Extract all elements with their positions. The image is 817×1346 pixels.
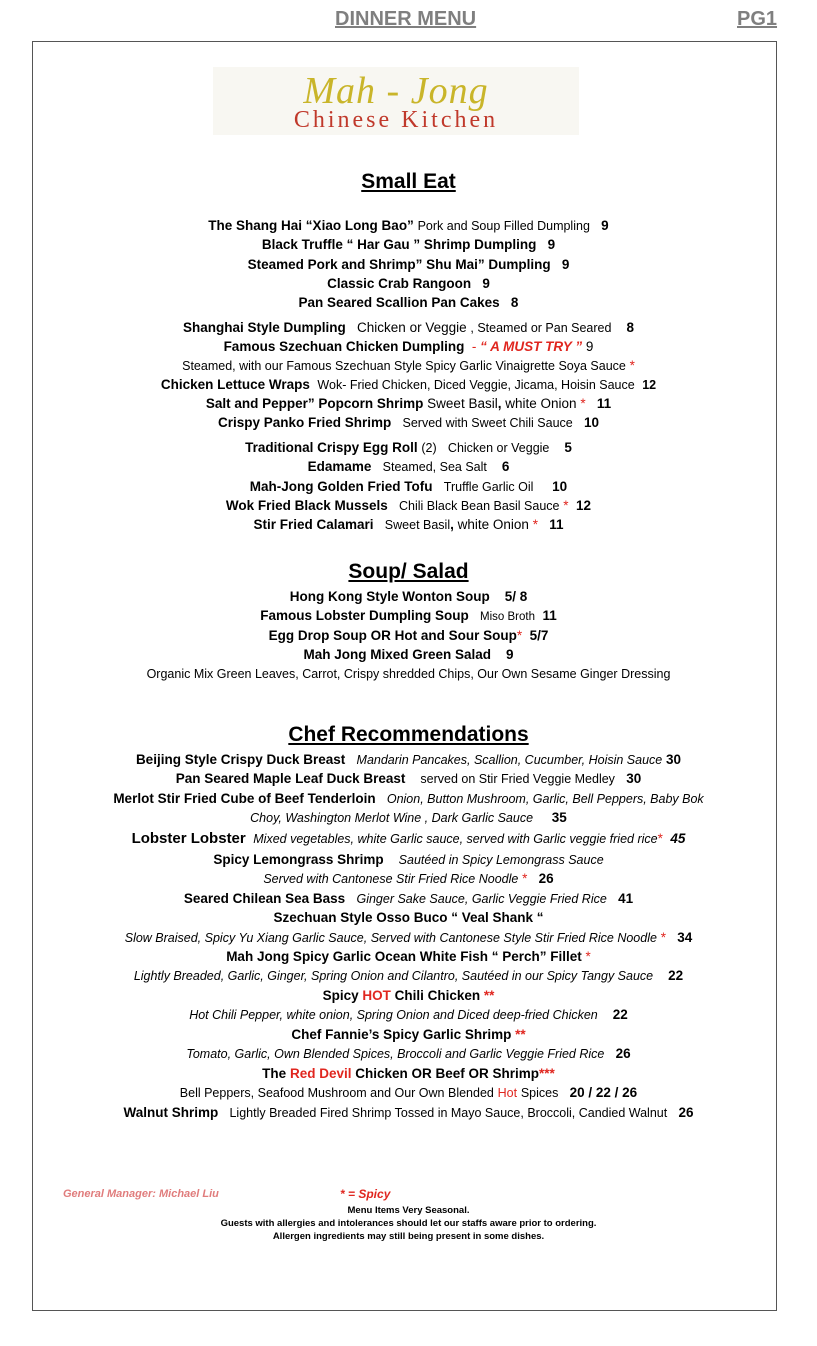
item-price: 45 bbox=[670, 831, 686, 846]
page-number: PG1 bbox=[737, 8, 778, 30]
item-name: Lobster Lobster bbox=[131, 830, 246, 847]
item-desc: Served with Cantonese Stir Fried Rice Noodle bbox=[263, 872, 519, 886]
footer-note: Menu Items Very Seasonal. bbox=[347, 1205, 470, 1216]
item-price: 26 bbox=[538, 871, 554, 886]
menu-item: Stir Fried Calamari Sweet Basil, white Onion * 11 bbox=[253, 517, 564, 532]
menu-item bbox=[0, 457, 817, 477]
item-description-line bbox=[0, 1005, 817, 1025]
item-price: 9 bbox=[547, 237, 556, 252]
item-desc: Organic Mix Green Leaves, Carrot, Crispy shredded Chips, Our Own Sesame Ginger Dressing bbox=[146, 667, 671, 681]
item-desc: Mixed vegetables, white Garlic sauce, served with Garlic veggie fried rice bbox=[253, 832, 658, 846]
menu-item bbox=[0, 1025, 817, 1044]
menu-item bbox=[0, 337, 817, 356]
item-desc: Ginger Sake Sauce, Garlic Veggie Fried Rice bbox=[356, 892, 607, 906]
item-price: 22 bbox=[612, 1007, 628, 1022]
item-description-line bbox=[0, 928, 817, 948]
menu-item bbox=[0, 645, 817, 664]
item-desc: Served with Sweet Chili Sauce bbox=[402, 416, 573, 430]
item-desc: Truffle Garlic Oil bbox=[443, 480, 534, 494]
item-desc: Steamed, Sea Salt bbox=[382, 460, 487, 474]
item-name: Wok Fried Black Mussels bbox=[225, 498, 388, 513]
item-price: 8 bbox=[626, 320, 634, 335]
item-description-line bbox=[0, 664, 817, 684]
item-name: Chicken Lettuce Wraps bbox=[160, 377, 310, 392]
item-name: Edamame bbox=[307, 459, 372, 474]
menu-item bbox=[0, 438, 817, 458]
spicy-star: * bbox=[516, 628, 523, 643]
item-price: 9 bbox=[482, 276, 490, 291]
item-desc-2: white Onion bbox=[457, 517, 529, 532]
item-description-line bbox=[0, 1083, 817, 1103]
menu-item bbox=[0, 626, 817, 645]
menu-item bbox=[0, 1064, 817, 1083]
spicy-star: ** bbox=[515, 1027, 526, 1042]
menu-title: DINNER MENU bbox=[335, 8, 477, 30]
item-price: 8 bbox=[510, 295, 519, 310]
item-price: 9 bbox=[506, 647, 514, 662]
footer-note: Guests with allergies and intolerances should let our staffs aware prior to ordering. bbox=[220, 1218, 597, 1229]
item-price: 30 bbox=[626, 771, 642, 786]
item-name: Seared Chilean Sea Bass bbox=[183, 891, 346, 906]
spicy-star: * bbox=[585, 949, 591, 964]
item-desc: Sweet Basil bbox=[384, 518, 451, 532]
item-desc: served on Stir Fried Veggie Medley bbox=[420, 772, 615, 786]
item-name: Walnut Shrimp bbox=[123, 1105, 219, 1120]
item-desc-2: white Onion bbox=[505, 396, 577, 411]
menu-item bbox=[0, 318, 817, 338]
item-name: Famous Szechuan Chicken Dumpling bbox=[223, 339, 465, 354]
item-desc: Slow Braised, Spicy Yu Xiang Garlic Sauce, Served with Cantonese Style Stir Fried Rice Noodle bbox=[124, 931, 657, 945]
item-price: 5/ 8 bbox=[504, 589, 528, 604]
item-name-2: Chicken OR Beef OR Shrimp bbox=[355, 1066, 540, 1081]
spicy-star: * bbox=[629, 358, 635, 373]
item-desc: Sweet Basil bbox=[427, 396, 498, 411]
item-price: 5/7 bbox=[529, 628, 549, 643]
item-name: Hong Kong Style Wonton Soup bbox=[289, 589, 490, 604]
item-desc: Steamed, with our Famous Szechuan Style Spicy Garlic Vinaigrette Soya Sauce bbox=[182, 359, 626, 373]
item-price: 12 bbox=[576, 498, 592, 513]
item-name: Mah Jong Spicy Garlic Ocean White Fish “ Perch” Fillet bbox=[226, 949, 582, 964]
spicy-star: *** bbox=[539, 1066, 555, 1081]
menu-item bbox=[0, 769, 817, 789]
menu-item bbox=[0, 789, 817, 809]
spicy-star: * bbox=[532, 517, 538, 532]
hot-highlight: HOT bbox=[362, 988, 391, 1003]
item-price: 10 bbox=[584, 415, 600, 430]
item-dash: - bbox=[471, 339, 481, 354]
menu-item bbox=[0, 477, 817, 497]
restaurant-logo bbox=[213, 67, 579, 135]
spicy-star: * bbox=[522, 871, 528, 886]
item-price: 9 bbox=[585, 339, 594, 354]
menu-item bbox=[0, 274, 817, 293]
item-name: Pan Seared Scallion Pan Cakes bbox=[298, 295, 500, 310]
item-desc: Choy, Washington Merlot Wine , Dark Garlic Sauce bbox=[250, 811, 534, 825]
item-desc: Wok- Fried Chicken, Diced Veggie, Jicama, Hoisin Sauce bbox=[317, 378, 635, 392]
item-name: Famous Lobster Dumpling Soup bbox=[260, 608, 469, 623]
red-devil-highlight: Red Devil bbox=[289, 1066, 352, 1081]
menu-item bbox=[0, 908, 817, 927]
item-desc: Onion, Button Mushroom, Garlic, Bell Peppers, Baby Bok bbox=[386, 792, 704, 806]
item-desc: Lightly Breaded Fired Shrimp Tossed in Mayo Sauce, Broccoli, Candied Walnut bbox=[229, 1106, 668, 1120]
menu-item bbox=[0, 889, 817, 909]
general-manager: General Manager: Michael Liu bbox=[63, 1188, 219, 1200]
item-name: The Shang Hai “Xiao Long Bao” bbox=[208, 218, 414, 233]
item-name: Shanghai Style Dumpling bbox=[183, 320, 346, 335]
item-name: Mah-Jong Golden Fried Tofu bbox=[249, 479, 433, 494]
item-name: Stir Fried Calamari bbox=[253, 517, 374, 532]
menu-item bbox=[0, 293, 817, 312]
item-name: Spicy Lemongrass Shrimp bbox=[213, 852, 384, 867]
item-description-line bbox=[0, 1044, 817, 1064]
menu-item bbox=[0, 375, 817, 395]
item-price: 5 bbox=[564, 440, 572, 455]
menu-item bbox=[0, 750, 817, 770]
item-qty: (2) bbox=[421, 441, 437, 455]
menu-item bbox=[0, 413, 817, 433]
hot-highlight: Hot bbox=[497, 1086, 518, 1100]
item-desc: Pork and Soup Filled Dumpling bbox=[417, 219, 590, 233]
item-desc: Tomato, Garlic, Own Blended Spices, Broccoli and Garlic Veggie Fried Rice bbox=[186, 1047, 605, 1061]
item-price: 35 bbox=[551, 810, 567, 825]
item-desc: Chicken or Veggie bbox=[357, 320, 467, 335]
item-price: 11 bbox=[549, 517, 564, 532]
item-price: 9 bbox=[561, 257, 570, 272]
item-price: 30 bbox=[666, 752, 682, 767]
logo-subtitle: Chinese Kitchen bbox=[293, 107, 499, 133]
item-price: 41 bbox=[618, 891, 634, 906]
item-price: 34 bbox=[677, 930, 693, 945]
menu-item bbox=[0, 606, 817, 627]
item-price: 20 / 22 / 26 bbox=[569, 1085, 638, 1100]
item-price: 10 bbox=[552, 479, 568, 494]
section-title-soup-salad: Soup/ Salad bbox=[348, 560, 469, 583]
spicy-star: * bbox=[580, 396, 586, 411]
item-name: The bbox=[262, 1066, 287, 1081]
menu-item bbox=[0, 947, 817, 966]
item-description-line bbox=[0, 356, 817, 376]
item-desc: Chicken or Veggie bbox=[447, 441, 550, 455]
item-name: Spicy bbox=[322, 988, 359, 1003]
item-desc: Mandarin Pancakes, Scallion, Cucumber, Hoisin Sauce bbox=[356, 753, 663, 767]
footer-note: Allergen ingredients may still being present in some dishes. bbox=[272, 1231, 545, 1242]
item-description-line bbox=[0, 966, 817, 986]
menu-item bbox=[0, 1103, 817, 1123]
menu-item bbox=[0, 850, 817, 870]
item-desc: Chili Black Bean Basil Sauce bbox=[399, 499, 560, 513]
menu-item bbox=[0, 986, 817, 1005]
item-name: Chef Fannie’s Spicy Garlic Shrimp bbox=[291, 1027, 512, 1042]
item-price: 22 bbox=[668, 968, 684, 983]
item-price: 9 bbox=[601, 218, 609, 233]
menu-item: Salt and Pepper” Popcorn Shrimp Sweet Basil, white Onion * 11 bbox=[205, 396, 612, 411]
spicy-star: * bbox=[563, 498, 569, 513]
item-desc-2: , Steamed or Pan Seared bbox=[470, 321, 612, 335]
item-price: 26 bbox=[615, 1046, 631, 1061]
item-name: Egg Drop Soup OR Hot and Sour Soup bbox=[268, 628, 517, 643]
section-title-chef: Chef Recommendations bbox=[288, 723, 529, 746]
logo-script: Mah - Jong bbox=[303, 70, 489, 112]
item-name: Szechuan Style Osso Buco “ Veal Shank “ bbox=[273, 910, 544, 925]
item-desc: Sautéed in Spicy Lemongrass Sauce bbox=[398, 853, 604, 867]
item-name: Pan Seared Maple Leaf Duck Breast bbox=[175, 771, 406, 786]
spicy-star: ** bbox=[483, 988, 495, 1003]
menu-item bbox=[0, 829, 817, 849]
menu-item bbox=[0, 587, 817, 606]
menu-item bbox=[0, 496, 817, 516]
item-price: 6 bbox=[501, 459, 510, 474]
item-name: Mah Jong Mixed Green Salad bbox=[303, 647, 491, 662]
item-name: Crispy Panko Fried Shrimp bbox=[217, 415, 392, 430]
item-name: Black Truffle “ Har Gau ” Shrimp Dumpling bbox=[261, 237, 537, 252]
item-name: Merlot Stir Fried Cube of Beef Tenderloin bbox=[113, 791, 376, 806]
item-desc: Hot Chili Pepper, white onion, Spring Onion and Diced deep-fried Chicken bbox=[189, 1008, 598, 1022]
spicy-legend: * = Spicy bbox=[340, 1187, 391, 1201]
menu-item bbox=[0, 216, 817, 236]
item-name: Classic Crab Rangoon bbox=[327, 276, 472, 291]
must-try-tag: “ A MUST TRY ” bbox=[480, 339, 583, 354]
spicy-star: * bbox=[657, 831, 663, 846]
item-price: 11 bbox=[596, 396, 612, 411]
menu-item bbox=[0, 255, 817, 274]
item-desc: Bell Peppers, Seafood Mushroom and Our Own Blended bbox=[179, 1086, 494, 1100]
item-price: 12 bbox=[642, 378, 657, 392]
item-name: Beijing Style Crispy Duck Breast bbox=[135, 752, 346, 767]
item-price: 11 bbox=[542, 608, 557, 623]
section-title-small-eat: Small Eat bbox=[361, 170, 456, 193]
item-description-line bbox=[0, 869, 817, 889]
item-name: Steamed Pork and Shrimp” Shu Mai” Dumpling bbox=[247, 257, 551, 272]
item-description-line bbox=[0, 808, 817, 828]
item-name: Traditional Crispy Egg Roll bbox=[245, 440, 418, 455]
item-desc: Lightly Breaded, Garlic, Ginger, Spring Onion and Cilantro, Sautéed in our Spicy Tangy Sauce bbox=[133, 969, 654, 983]
menu-item bbox=[0, 235, 817, 254]
item-desc: Miso Broth bbox=[480, 611, 535, 623]
item-desc-2: Spices bbox=[520, 1086, 559, 1100]
item-name-2: Chili Chicken bbox=[394, 988, 481, 1003]
spicy-star: * bbox=[660, 930, 666, 945]
item-name: Salt and Pepper” Popcorn Shrimp bbox=[205, 396, 424, 411]
item-price: 26 bbox=[678, 1105, 694, 1120]
